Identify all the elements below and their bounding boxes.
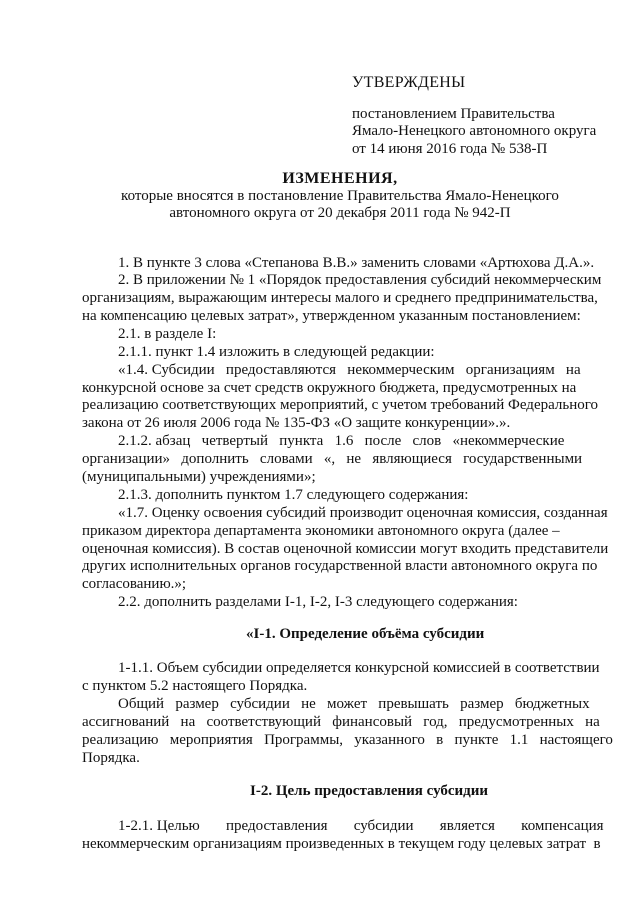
para-11-line-3: реализацию мероприятия Программы, указанного в пункте 1.1 настоящего [82, 732, 613, 748]
para-11-line-4: Порядка. [82, 750, 140, 766]
para-1: 1. В пункте 3 слова «Степанова В.В.» заменить словами «Артюхова Д.А.». [118, 255, 595, 271]
approved-line-2: Ямало-Ненецкого автономного округа [352, 123, 597, 140]
para-5-line-1: «1.4. Субсидии предоставляются некоммерческим организациям на [118, 362, 581, 378]
title-main: ИЗМЕНЕНИЯ, [282, 170, 398, 187]
para-6-line-2: организации» дополнить словами «, не являющиеся государственными [82, 451, 583, 467]
para-8-line-5: согласованию.»; [82, 576, 187, 592]
approved-heading: УТВЕРЖДЕНЫ [352, 74, 466, 91]
para-5-line-4: закона от 26 июля 2006 года № 135-ФЗ «О защите конкуренции».». [82, 415, 511, 431]
para-11-line-1: Общий размер субсидии не может превышать размер бюджетных [118, 696, 590, 712]
para-2-line-3: на компенсацию целевых затрат», утвержденном указанным постановлением: [82, 308, 581, 324]
section-heading-1: «I-1. Определение объёма субсидии [246, 626, 485, 642]
title-sub-1: которые вносятся в постановление Правительства Ямало-Ненецкого [121, 187, 559, 204]
para-4: 2.1.1. пункт 1.4 изложить в следующей редакции: [118, 344, 435, 360]
para-6-line-3: (муниципальными) учреждениями»; [82, 469, 316, 485]
approval-stamp [352, 74, 622, 158]
para-5-line-2: конкурсной основе за счет средств окружного бюджета, предусмотренных на [82, 380, 577, 396]
para-6-line-1: 2.1.2. абзац четвертый пункта 1.6 после слов «некоммерческие [118, 433, 565, 449]
para-8-line-2: приказом директора департамента экономики автономного округа (далее – [82, 523, 560, 539]
para-8-line-4: других исполнительных органов государственной власти автономного округа по [82, 558, 598, 574]
para-8-line-1: «1.7. Оценку освоения субсидий производит оценочная комиссия, созданная [118, 505, 608, 521]
para-10-line-1: 1-1.1. Объем субсидии определяется конкурсной комиссией в соответствии [118, 660, 600, 676]
para-2-line-1: 2. В приложении № 1 «Порядок предоставления субсидий некоммерческим [118, 272, 602, 288]
para-5-line-3: реализацию соответствующих мероприятий, с учетом требований Федерального [82, 397, 599, 413]
approved-line-1: постановлением Правительства [352, 105, 555, 122]
section-heading-2: I-2. Цель предоставления субсидии [250, 783, 489, 799]
para-8-line-3: оценочная комиссия). В состав оценочной комиссии могут входить представители [82, 541, 609, 557]
para-2-line-2: организациям, выражающим интересы малого и среднего предпринимательства, [82, 290, 598, 306]
para-9: 2.2. дополнить разделами I-1, I-2, I-3 следующего содержания: [118, 594, 518, 610]
para-10-line-2: с пунктом 5.2 настоящего Порядка. [82, 678, 308, 694]
document-title [60, 170, 620, 223]
para-11-line-2: ассигнований на соответствующий финансовый год, предусмотренных на [82, 714, 600, 730]
para-12-line-2: некоммерческим организациям произведенных в текущем году целевых затрат в [82, 836, 601, 852]
title-sub-2: автономного округа от 20 декабря 2011 года № 942-П [169, 205, 511, 222]
para-7: 2.1.3. дополнить пунктом 1.7 следующего содержания: [118, 487, 469, 503]
para-3: 2.1. в разделе I: [118, 326, 217, 342]
para-12-line-1: 1-2.1. Целью предоставления субсидии является компенсация [118, 818, 604, 834]
approved-line-3: от 14 июня 2016 года № 538-П [352, 140, 548, 157]
